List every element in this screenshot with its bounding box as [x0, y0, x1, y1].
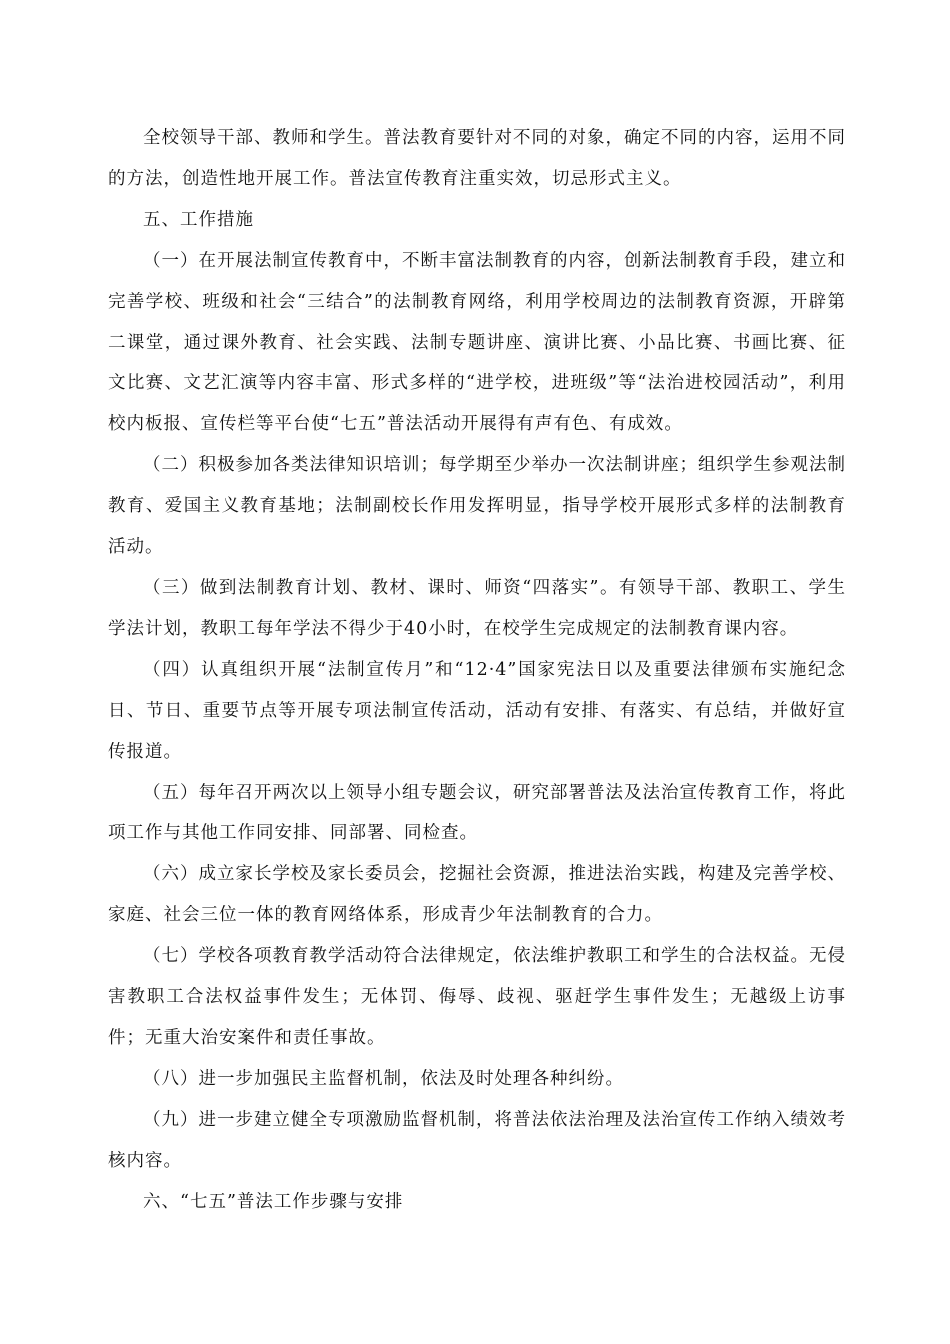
paragraph-measure-4: （四）认真组织开展“法制宣传月”和“12·4”国家宪法日以及重要法律颁布实施纪念日、节日、重要节点等开展专项法制宣传活动，活动有安排、有落实、有总结，并做好宣传报道。 — [108, 659, 846, 762]
paragraph-measure-9: （九）进一步建立健全专项激励监督机制，将普法依法治理及法治宣传工作纳入绩效考核内容。 — [108, 1109, 846, 1171]
paragraph-measure-8: （八）进一步加强民主监督机制，依法及时处理各种纠纷。 — [143, 1068, 624, 1089]
paragraph-measure-6: （六）成立家长学校及家长委员会，挖掘社会资源，推进法治实践，构建及完善学校、家庭、社会三位一体的教育网络体系，形成青少年法制教育的合力。 — [108, 864, 846, 926]
section-heading-work-measures: 五、工作措施 — [143, 209, 254, 230]
paragraph-measure-7: （七）学校各项教育教学活动符合法律规定，依法维护教职工和学生的合法权益。无侵害教职工合法权益事件发生；无体罚、侮辱、歧视、驱赶学生事件发生；无越级上访事件；无重大治安案件和责任事故。 — [108, 946, 846, 1048]
section-heading-steps: 六、“七五”普法工作步骤与安排 — [143, 1191, 404, 1212]
paragraph-measure-2: （二）积极参加各类法律知识培训；每学期至少举办一次法制讲座；组织学生参观法制教育、爱国主义教育基地；法制副校长作用发挥明显，指导学校开展形式多样的法制教育活动。 — [108, 455, 846, 558]
paragraph-measure-5: （五）每年召开两次以上领导小组专题会议，研究部署普法及法治宣传教育工作，将此项工作与其他工作同安排、同部署、同检查。 — [108, 782, 846, 844]
paragraph-measure-1: （一）在开展法制宣传教育中，不断丰富法制教育的内容，创新法制教育手段，建立和完善学校、班级和社会“三结合”的法制教育网络，利用学校周边的法制教育资源，开辟第二课堂，通过课外教育、社会实践、法制专题讲座、演讲比赛、小品比赛、书画比赛、征文比赛、文艺汇演等内容丰富、形式多样的“进学校，进班级”等“法治进校园活动”，利用校内板报、宣传栏等平台使“七五”普法活动开展得有声有色、有成效。 — [108, 250, 846, 435]
paragraph-intro-continued: 全校领导干部、教师和学生。普法教育要针对不同的对象，确定不同的内容，运用不同的方法，创造性地开展工作。普法宣传教育注重实效，切忌形式主义。 — [108, 128, 846, 189]
paragraph-measure-3: （三）做到法制教育计划、教材、课时、师资“四落实”。有领导干部、教职工、学生学法计划，教职工每年学法不得少于40小时，在校学生完成规定的法制教育课内容。 — [108, 577, 846, 639]
document-body — [108, 118, 846, 1222]
